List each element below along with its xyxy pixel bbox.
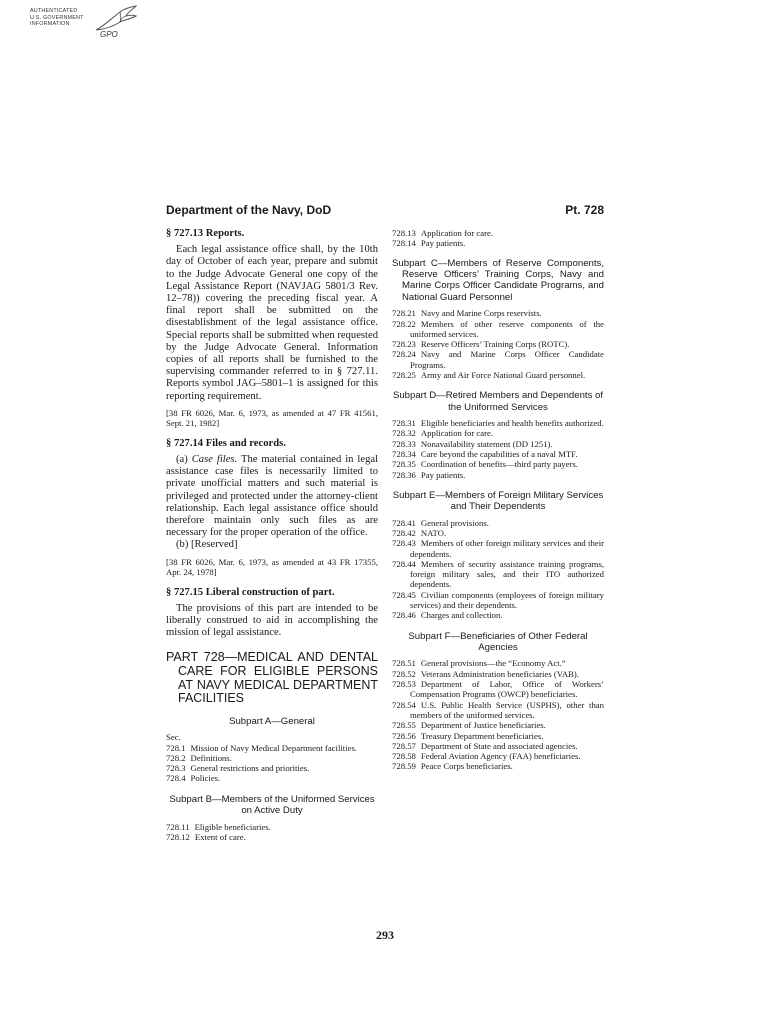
toc-entry-title: Department of State and associated agencies. [420,740,578,751]
logo-line: INFORMATION [30,21,70,27]
subpart-d-title: Subpart D—Retired Members and Dependents of the Uniformed Services [392,390,604,413]
subpart-e-contents [392,518,604,621]
right-column [392,228,604,772]
toc-entry [392,720,604,730]
toc-entry [392,238,604,248]
toc-entry [392,679,604,700]
toc-entry [392,339,604,349]
toc-entry-title: Coordination of benefits—third party payers. [420,459,578,470]
subpart-c-contents [392,308,604,380]
section-heading-727-15: § 727.15 Liberal construction of part. [166,586,335,598]
toc-entry-title: Members of other reserve components of the uniformed services. [410,318,604,339]
toc-entry [392,741,604,751]
toc-entry-title: Peace Corps beneficiaries. [420,761,513,772]
toc-entry-number: 728.11 [166,821,190,832]
toc-entry-number: 728.55 [392,720,416,731]
toc-entry-number: 728.14 [392,238,416,249]
paragraph-label: (a) [176,454,192,466]
toc-entry [392,459,604,469]
toc-entry-number: 728.44 [392,558,416,569]
toc-entry-title: Department of Justice beneficiaries. [420,720,546,731]
toc-entry [392,538,604,559]
toc-entry-title: Extent of care. [194,831,246,842]
subpart-b-title: Subpart B—Members of the Uniformed Services on Active Duty [169,793,375,817]
section-body-727-15: The provisions of this part are intended to be liberally construed to aid in accomplishing the mission of legal assistance. [166,602,378,639]
toc-entry [392,428,604,438]
toc-entry [166,743,378,753]
toc-entry [392,308,604,318]
subpart-f-title: Subpart F—Beneficiaries of Other Federal Agencies [408,630,588,654]
toc-entry-number: 728.1 [166,742,186,753]
toc-entry-number: 728.3 [166,763,186,774]
toc-entry-number: 728.58 [392,751,416,762]
toc-entry [392,761,604,771]
citation-727-13: [38 FR 6026, Mar. 6, 1973, as amended at 47 FR 41561, Sept. 21, 1982] [166,407,378,429]
toc-entry [166,753,378,763]
toc-entry-title: Application for care. [420,228,494,238]
toc-entry-title: Definitions. [190,752,232,763]
toc-entry-number: 728.21 [392,308,416,319]
toc-entry-number: 728.41 [392,517,416,528]
toc-entry-title: Mission of Navy Medical Department facilities. [190,742,358,753]
paragraph-term: Case files. [191,454,238,466]
section-body-727-13: Each legal assistance office shall, by the 10th day of October of each year, prepare and submit to the Judge Advocate General one copy of the Legal Assistance Report (NAVJAG 5801/3 Rev. 12–78)) covering the preceding fiscal year. A final report shall be submitted on the disestablishment of the legal assistance office. Special reports shall be submitted when requested by the Judge Advocate General. Information copies of all reports shall be furnished to the supervising commander referred to in § 727.11. Reports symbol JAG–5801–1 is assigned for this reporting requirement. [166,244,378,402]
toc-entry-number: 728.42 [392,528,416,538]
toc-entry-number: 728.43 [392,538,416,549]
subpart-f-contents [392,658,604,771]
part-title: PART 728—MEDICAL AND DENTAL CARE FOR ELIGIBLE PERSONS AT NAVY MEDICAL DEPARTMENT FACILITIES [166,650,378,706]
subpart-c-title: Subpart C—Members of Reserve Components, Reserve Officers’ Training Corps, Navy and Marine Corps Officer Candidate Programs, and National Guard Personnel [392,257,604,303]
toc-entry [392,590,604,611]
toc-entry-title: Treasury Department beneficiaries. [420,730,544,741]
toc-entry-number: 728.31 [392,418,416,429]
toc-entry [392,751,604,761]
sec-label: Sec. [166,732,181,743]
toc-entry-number: 728.12 [166,831,190,842]
toc-entry-number: 728.24 [392,349,416,360]
toc-entry-title: Members of security assistance training programs, foreign military sales, and their ITO authorized dependents. [410,558,604,590]
left-column [166,228,378,842]
toc-entry-title: Navy and Marine Corps reservists. [420,308,542,319]
toc-entry-title: Charges and collection. [420,610,503,621]
toc-entry [392,349,604,370]
toc-entry-number: 728.33 [392,438,416,449]
gpo-authentication-logo [30,4,142,48]
toc-entry-number: 728.35 [392,459,416,470]
toc-entry [392,731,604,741]
toc-entry-title: General provisions—the “Economy Act.” [420,658,566,669]
toc-entry-number: 728.57 [392,740,416,751]
toc-entry [392,449,604,459]
subpart-a-title: Subpart A—General [229,715,315,727]
toc-entry-title: Pay patients. [420,469,466,480]
paragraph-727-14-a [166,454,378,539]
subpart-e-title: Subpart E—Members of Foreign Military Services and Their Dependents [392,489,604,513]
toc-entry [392,658,604,668]
toc-entry-title: Policies. [190,773,221,784]
toc-entry-title: Care beyond the capabilities of a naval MTF. [420,449,578,459]
toc-entry-title: Application for care. [420,428,494,439]
toc-entry-number: 728.22 [392,318,416,329]
toc-entry-title: General restrictions and priorities. [190,763,310,774]
toc-entry [392,470,604,480]
toc-entry-number: 728.54 [392,699,416,710]
toc-entry-title: Nonavailability statement (DD 1251). [420,438,553,449]
page-number: 293 [376,928,394,942]
toc-entry [166,763,378,773]
toc-entry-number: 728.45 [392,589,416,600]
toc-entry-number: 728.36 [392,469,416,480]
toc-entry-title: Department of Labor, Office of Workers’ Compensation Programs (OWCP) beneficiaries. [410,679,604,700]
toc-entry-number: 728.52 [392,668,416,679]
toc-entry-title: Navy and Marine Corps Officer Candidate Programs. [410,349,604,370]
toc-entry-number: 728.2 [166,752,186,763]
paragraph-text: The material contained in legal assistance case files is necessarily limited to private unofficial matters and such material is privileged and protected under the attorney-client relationship. Each legal assistance office should therefore maintain only such files as are necessary for the proper operation of the office. [166,454,379,539]
toc-entry-number: 728.51 [392,658,416,669]
toc-entry [166,832,378,842]
section-heading-727-13: § 727.13 Reports. [166,228,245,239]
toc-entry [166,822,378,832]
toc-entry [392,370,604,380]
toc-entry [392,518,604,528]
subpart-a-contents [166,743,378,784]
toc-entry-number: 728.25 [392,370,416,380]
toc-entry-title: Reserve Officers’ Training Corps (ROTC). [420,339,570,350]
subpart-d-contents [392,418,604,480]
subpart-b-contents-continued [392,228,604,249]
section-heading-727-14: § 727.14 Files and records. [166,437,286,449]
toc-entry-number: 728.46 [392,610,416,621]
toc-entry-title: General provisions. [420,517,489,528]
paragraph-727-14-b: (b) [Reserved] [176,539,238,551]
subpart-b-contents [166,822,378,843]
toc-entry [392,669,604,679]
toc-entry [392,228,604,238]
toc-entry-title: Veterans Administration beneficiaries (VAB). [420,668,579,679]
running-head-left: Department of the Navy, DoD [166,203,332,217]
logo-line: AUTHENTICATED [30,8,78,14]
toc-entry-number: 728.56 [392,730,416,741]
toc-entry-number: 728.34 [392,449,416,459]
toc-entry [392,418,604,428]
logo-line: U.S. GOVERNMENT [30,14,84,21]
toc-entry [392,700,604,721]
toc-entry-title: Federal Aviation Agency (FAA) beneficiaries. [420,751,581,762]
toc-entry [392,610,604,620]
toc-entry-title: U.S. Public Health Service (USPHS), other than members of the uniformed services. [410,699,604,720]
toc-entry-title: Pay patients. [420,238,466,249]
toc-entry-number: 728.32 [392,428,416,439]
toc-entry-title: NATO. [420,528,447,538]
toc-entry-title: Eligible beneficiaries. [194,821,271,832]
toc-entry-title: Members of other foreign military services and their dependents. [410,538,604,559]
toc-entry [392,439,604,449]
toc-entry-number: 728.23 [392,339,416,350]
toc-entry-number: 728.4 [166,773,186,784]
toc-entry [392,319,604,340]
toc-entry-number: 728.13 [392,228,416,238]
toc-entry [392,528,604,538]
toc-entry-number: 728.59 [392,761,416,772]
toc-entry-title: Eligible beneficiaries and health benefits authorized. [420,418,604,429]
citation-727-14: [38 FR 6026, Mar. 6, 1973, as amended at 43 FR 17355, Apr. 24, 1978] [166,556,378,578]
toc-entry [392,559,604,590]
toc-entry-number: 728.53 [392,679,416,690]
toc-entry-title: Army and Air Force National Guard personnel. [420,370,586,380]
logo-gpo-mark: GPO [100,30,118,39]
toc-entry-title: Civilian components (employees of foreign military services) and their dependents. [410,589,604,611]
running-head-right: Pt. 728 [565,203,604,217]
toc-entry [166,773,378,783]
